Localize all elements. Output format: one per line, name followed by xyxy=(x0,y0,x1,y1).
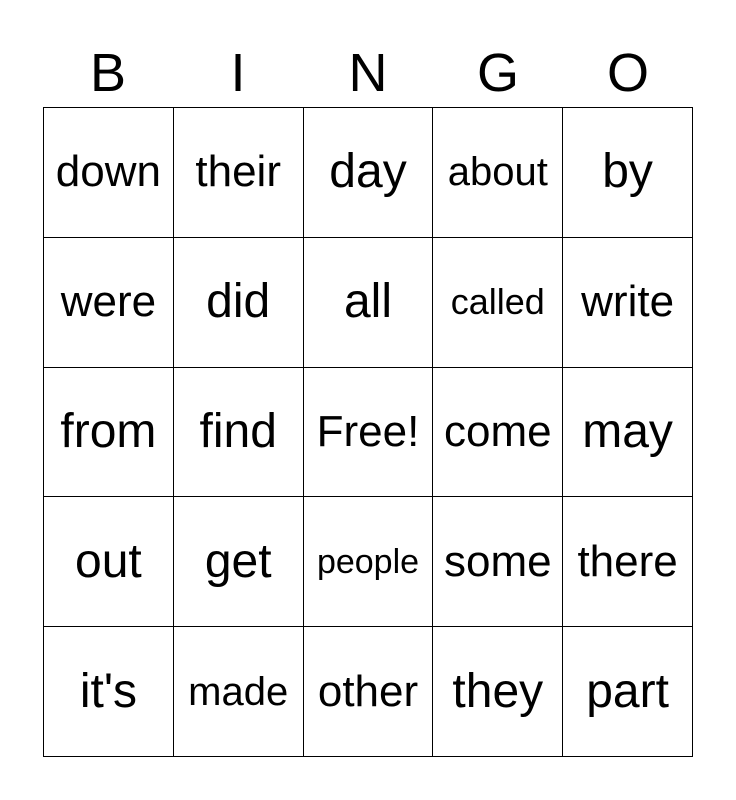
header-letter-o: O xyxy=(606,43,649,103)
bingo-cell[interactable]: down xyxy=(44,108,174,238)
header-letter-b: B xyxy=(89,43,127,103)
bingo-cell[interactable]: called xyxy=(433,238,563,368)
bingo-cell[interactable]: write xyxy=(563,238,693,368)
bingo-cell[interactable]: day xyxy=(304,108,434,238)
bingo-cell[interactable]: people xyxy=(304,497,434,627)
bingo-cell[interactable]: did xyxy=(174,238,304,368)
bingo-cell[interactable]: other xyxy=(304,627,434,757)
bingo-cell[interactable]: all xyxy=(304,238,434,368)
header-letter-i: I xyxy=(230,43,246,103)
bingo-cell[interactable]: come xyxy=(433,368,563,498)
bingo-cell[interactable]: by xyxy=(563,108,693,238)
bingo-cell[interactable]: get xyxy=(174,497,304,627)
bingo-cell[interactable]: may xyxy=(563,368,693,498)
bingo-cell[interactable]: from xyxy=(44,368,174,498)
header-letter-g: G xyxy=(476,43,519,103)
bingo-board xyxy=(43,107,693,757)
bingo-cell[interactable]: about xyxy=(433,108,563,238)
bingo-header xyxy=(43,40,693,106)
bingo-cell[interactable]: there xyxy=(563,497,693,627)
bingo-cell[interactable]: made xyxy=(174,627,304,757)
free-space-cell[interactable]: Free! xyxy=(304,368,434,498)
header-letter-n: N xyxy=(348,43,388,103)
bingo-cell[interactable]: they xyxy=(433,627,563,757)
bingo-cell[interactable]: part xyxy=(563,627,693,757)
bingo-cell[interactable]: out xyxy=(44,497,174,627)
bingo-cell[interactable]: their xyxy=(174,108,304,238)
bingo-cell[interactable]: find xyxy=(174,368,304,498)
bingo-cell[interactable]: some xyxy=(433,497,563,627)
bingo-cell[interactable]: were xyxy=(44,238,174,368)
bingo-cell[interactable]: it's xyxy=(44,627,174,757)
